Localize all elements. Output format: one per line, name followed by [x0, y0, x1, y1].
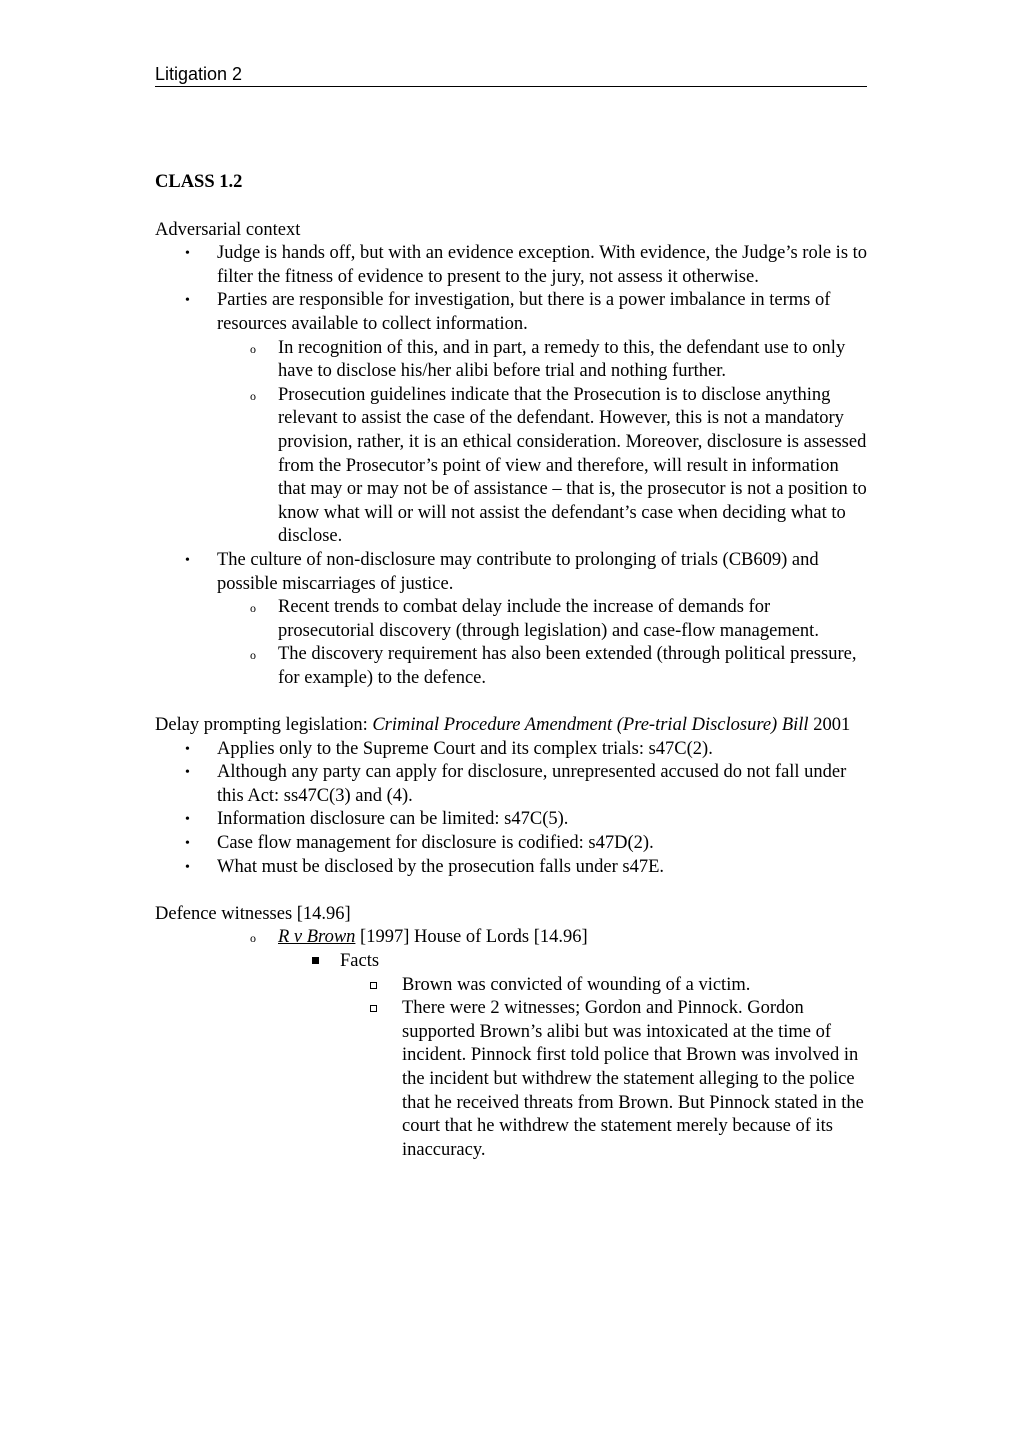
list-item: • Case flow management for disclosure is codified: s47D(2). [155, 832, 870, 856]
list-item: • What must be disclosed by the prosecution falls under s47E. [155, 856, 870, 880]
bullet-icon: • [185, 812, 190, 828]
fact-item: There were 2 witnesses; Gordon and Pinnock. Gordon supported Brown’s alibi but was intoxicated at the time of incident. Pinnock first told police that Brown was involved in the incident but withdrew the statement alleging to the police that he received threats from Brown. But Pinnock stated in the court that he withdrew the statement merely because of its inaccuracy. [155, 997, 870, 1162]
page-header: Litigation 2 [155, 62, 867, 87]
bullet-icon: • [185, 765, 190, 781]
case-item: o R v Brown [1997] House of Lords [14.96] [155, 926, 870, 950]
bullet-icon: • [185, 552, 190, 568]
facts-heading: Facts [155, 950, 870, 974]
circle-bullet-icon: o [250, 601, 256, 616]
bullet-icon: • [185, 293, 190, 309]
section-heading-adversarial: Adversarial context [155, 219, 301, 240]
sub-list-item: o In recognition of this, and in part, a remedy to this, the defendant use to only have to disclose his/her alibi before trial and nothing further. [250, 337, 846, 382]
bullet-icon: • [185, 859, 190, 875]
bullet-icon: • [185, 741, 190, 757]
class-title: CLASS 1.2 [155, 172, 243, 192]
case-name: R v Brown [278, 927, 356, 948]
delay-list [155, 738, 870, 880]
bill-title: Criminal Procedure Amendment (Pre-trial Disclosure) Bill [372, 715, 809, 736]
circle-bullet-icon: o [250, 931, 256, 946]
sub-list-item: o The discovery requirement has also been extended (through political pressure, for example) to the defence. [250, 644, 857, 688]
section-heading-delay: Delay prompting legislation: Criminal Procedure Amendment (Pre-trial Disclosure) Bill 2001 [155, 715, 851, 736]
list-item: • Judge is hands off, but with an evidence exception. With evidence, the Judge’s role is to filter the fitness of evidence to present to the jury, not assess it otherwise. [185, 243, 868, 287]
circle-bullet-icon: o [250, 648, 256, 663]
hollow-square-bullet-icon [370, 982, 377, 989]
adversarial-list [155, 242, 870, 690]
list-item: • Parties are responsible for investigation, but there is a power imbalance in terms of resources available to collect information. [185, 290, 831, 334]
defence-list [155, 926, 870, 1162]
bullet-icon: • [185, 246, 190, 262]
circle-bullet-icon: o [250, 388, 256, 403]
bullet-icon: • [185, 836, 190, 852]
list-item: • Applies only to the Supreme Court and its complex trials: s47C(2). [155, 738, 870, 762]
fact-item: Brown was convicted of wounding of a victim. [155, 974, 870, 998]
sub-list-item: o Recent trends to combat delay include the increase of demands for prosecutorial discovery (through legislation) and case-flow management. [250, 597, 819, 641]
document-body [155, 171, 870, 1162]
circle-bullet-icon: o [250, 341, 256, 356]
square-bullet-icon [312, 957, 319, 964]
list-item: • The culture of non-disclosure may contribute to prolonging of trials (CB609) and possible miscarriages of justice. [185, 549, 819, 594]
list-item: • Information disclosure can be limited: s47C(5). [155, 808, 870, 832]
section-heading-defence: Defence witnesses [14.96] [155, 903, 351, 924]
list-item: • Although any party can apply for disclosure, unrepresented accused do not fall under this Act: ss47C(3) and (4). [185, 762, 847, 806]
sub-list-item: o Prosecution guidelines indicate that the Prosecution is to disclose anything relevant to assist the case of the defendant. However, this is not a mandatory provision, rather, it is an ethical consideration. Moreover, disclosure is assessed from the Prosecutor’s point of view and therefore, will result in information that may or may not be of assistance – that is, the prosecutor is not a position to know what will or will not assist the defendant’s case when deciding what to disclose. [250, 384, 867, 547]
hollow-square-bullet-icon [370, 1005, 377, 1012]
